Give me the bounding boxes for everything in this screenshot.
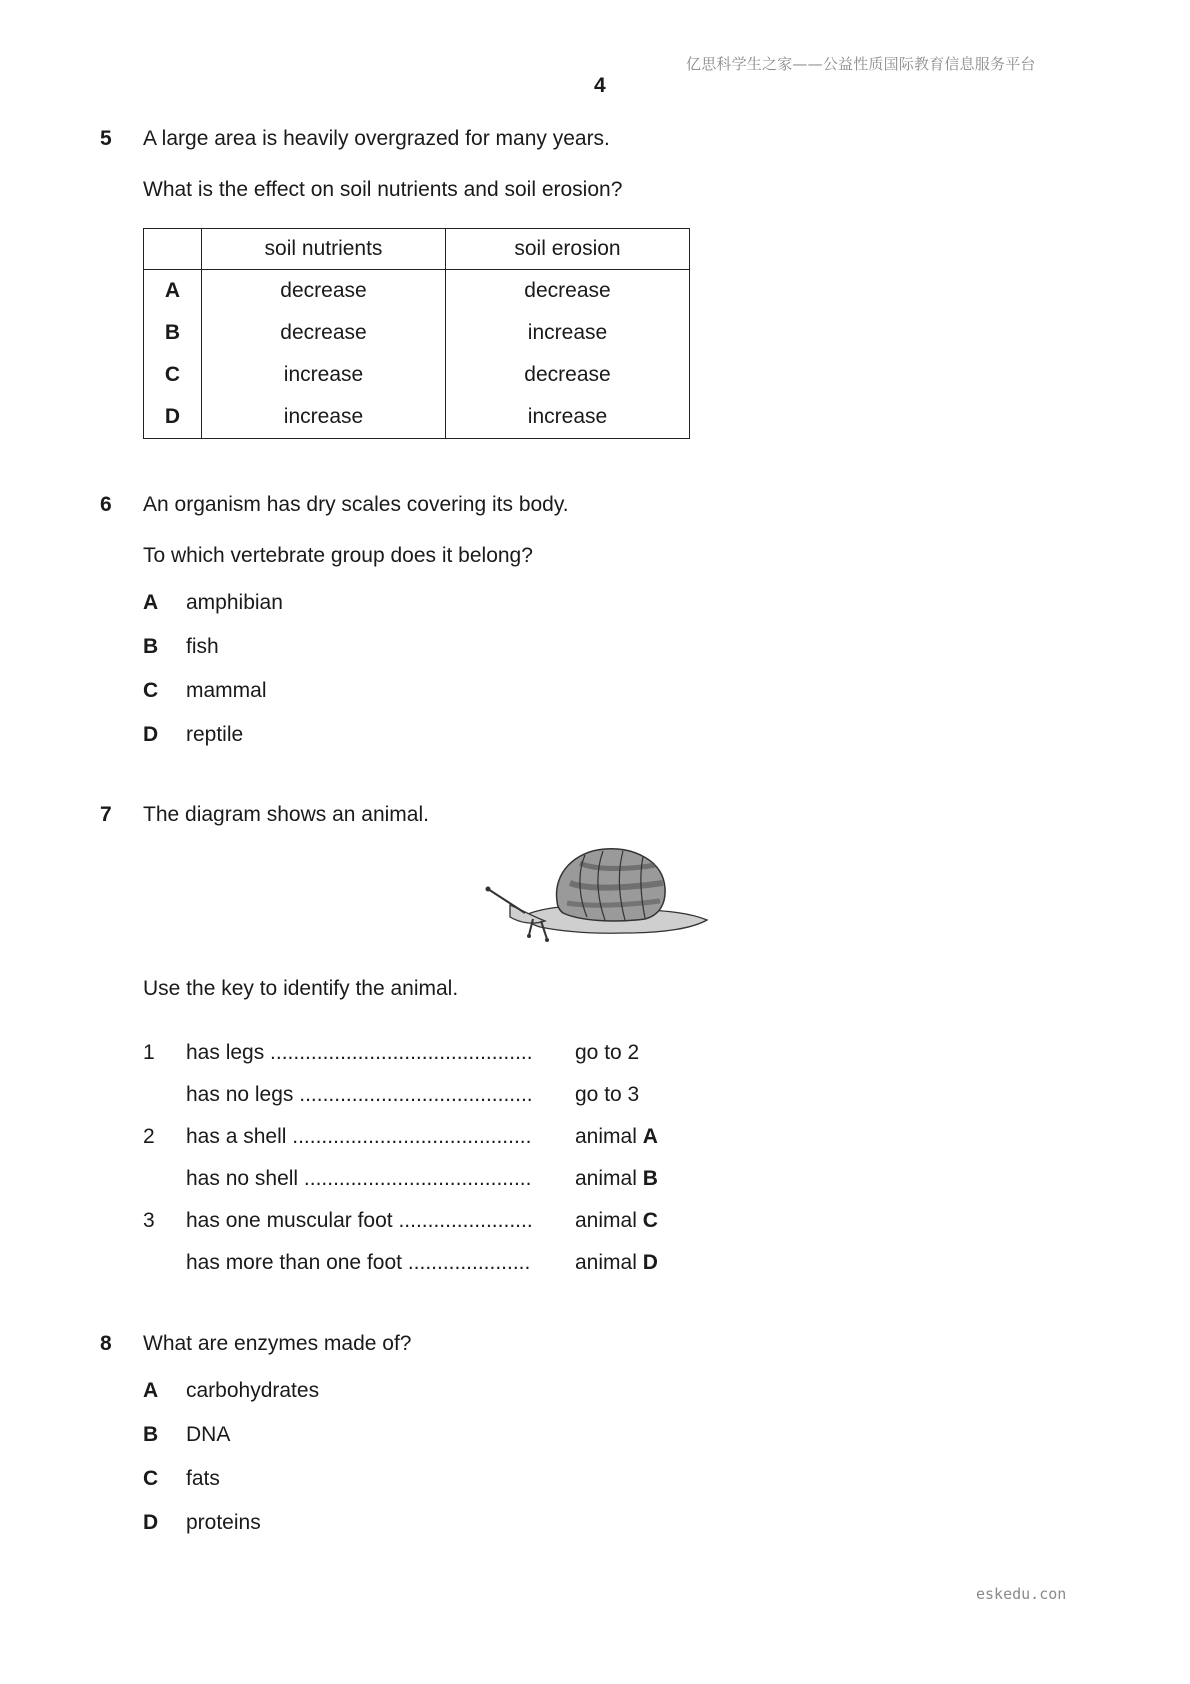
key-result: animal B: [575, 1167, 658, 1190]
table-header-cell: soil nutrients: [202, 229, 446, 270]
key-description: has a shell .........................................: [186, 1125, 532, 1148]
option-letter: B: [164, 321, 181, 344]
table-row: [144, 396, 690, 439]
key-description: has no legs ........................................: [186, 1083, 533, 1106]
table-cell: decrease: [202, 312, 446, 354]
table-header-row: [144, 229, 690, 270]
option-text: amphibian: [186, 591, 283, 614]
table-header-cell: [144, 229, 202, 270]
table-cell: increase: [446, 312, 690, 354]
option-text: fats: [186, 1467, 220, 1490]
option-letter: C: [143, 679, 159, 702]
page-number: 4: [594, 74, 606, 97]
question-number: 8: [100, 1332, 112, 1355]
soil-effects-table: [143, 228, 690, 439]
option-text: DNA: [186, 1423, 231, 1446]
question-text: What is the effect on soil nutrients and soil erosion?: [143, 178, 623, 201]
key-row: [143, 1125, 703, 1153]
key-result: animal D: [575, 1251, 658, 1274]
header-watermark: 亿思科学生之家——公益性质国际教育信息服务平台: [686, 55, 1036, 73]
table-cell: decrease: [446, 354, 690, 396]
key-result: animal C: [575, 1209, 658, 1232]
key-row: [143, 1209, 703, 1237]
option-text: fish: [186, 635, 219, 658]
key-description: has legs .............................................: [186, 1041, 533, 1064]
key-result: go to 2: [575, 1041, 640, 1064]
table-cell: increase: [202, 354, 446, 396]
option-letter: C: [143, 1467, 159, 1490]
table-cell: decrease: [446, 270, 690, 313]
option-text: carbohydrates: [186, 1379, 320, 1402]
question-number: 6: [100, 493, 112, 516]
footer-watermark: eskedu.con: [976, 1585, 1067, 1603]
option-letter: A: [143, 591, 159, 614]
option-letter: A: [143, 1379, 159, 1402]
option-text: proteins: [186, 1511, 261, 1534]
question-stem: An organism has dry scales covering its body.: [143, 493, 569, 516]
option-letter: B: [143, 635, 159, 658]
table-cell: decrease: [202, 270, 446, 313]
key-description: has no shell .......................................: [186, 1167, 532, 1190]
key-step-number: 3: [143, 1209, 155, 1232]
option-letter: B: [143, 1423, 159, 1446]
option-letter: D: [164, 405, 181, 428]
key-row: [143, 1251, 703, 1279]
question-text: To which vertebrate group does it belong?: [143, 544, 533, 567]
key-row: [143, 1167, 703, 1195]
question-stem: The diagram shows an animal.: [143, 803, 429, 826]
option-letter: D: [143, 1511, 159, 1534]
snail-eye: [486, 887, 491, 892]
key-row: [143, 1083, 703, 1111]
option-text: reptile: [186, 723, 244, 746]
snail-diagram: [485, 843, 715, 951]
question-stem: A large area is heavily overgrazed for many years.: [143, 127, 610, 150]
table-cell: increase: [202, 396, 446, 439]
table-row: [144, 354, 690, 396]
option-text: mammal: [186, 679, 267, 702]
option-letter: C: [164, 363, 181, 386]
key-description: has one muscular foot .......................: [186, 1209, 533, 1232]
key-instruction: Use the key to identify the animal.: [143, 977, 459, 1000]
key-description: has more than one foot .....................: [186, 1251, 531, 1274]
question-number: 5: [100, 127, 112, 150]
table-row: [144, 270, 690, 313]
snail-eye: [527, 934, 531, 938]
snail-eye: [545, 938, 549, 942]
question-number: 7: [100, 803, 112, 826]
key-step-number: 2: [143, 1125, 155, 1148]
table-row: [144, 312, 690, 354]
key-step-number: 1: [143, 1041, 155, 1064]
table-header-cell: soil erosion: [446, 229, 690, 270]
question-text: What are enzymes made of?: [143, 1332, 412, 1355]
snail-tentacle: [488, 889, 525, 913]
key-row: [143, 1041, 703, 1069]
option-letter: D: [143, 723, 159, 746]
key-result: animal A: [575, 1125, 658, 1148]
key-result: go to 3: [575, 1083, 640, 1106]
table-cell: increase: [446, 396, 690, 439]
option-letter: A: [164, 279, 181, 302]
